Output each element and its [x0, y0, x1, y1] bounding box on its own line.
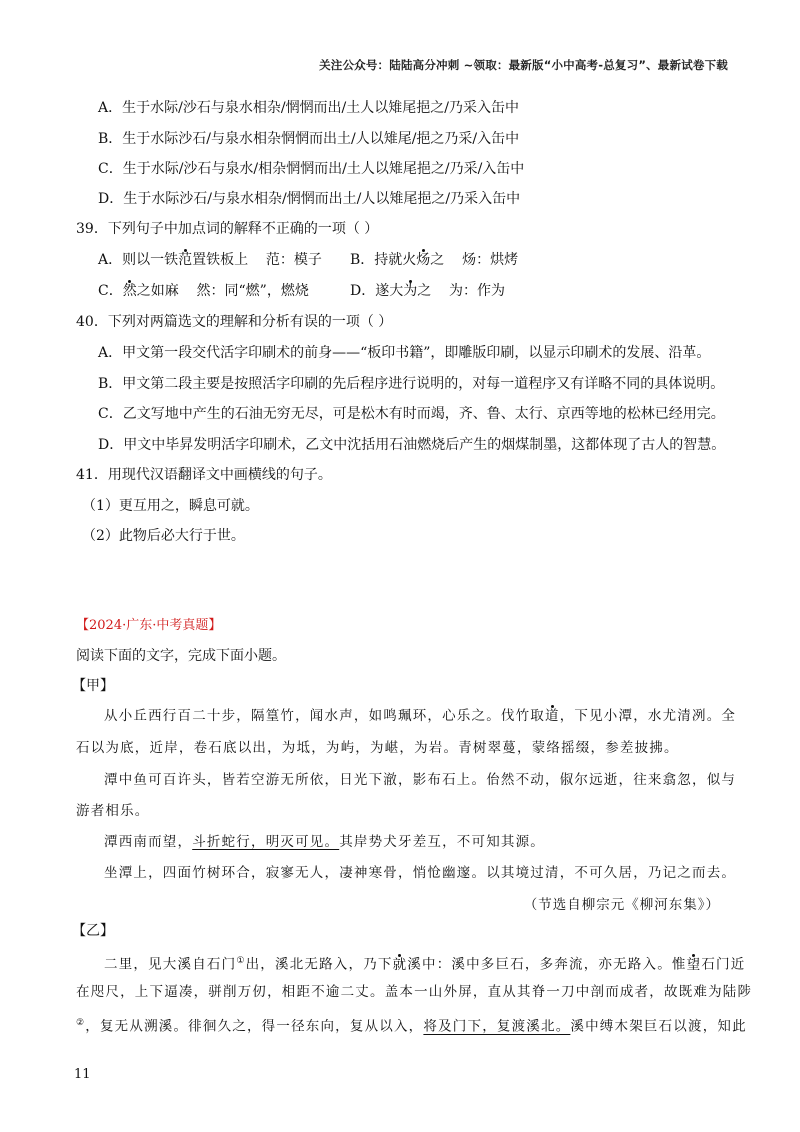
jia-para1-line1: 从小丘西行百二十步，隔篁竹，闻水声，如鸣珮环，心乐之。伐竹取道，下见小潭，水尤清冽。全 — [104, 708, 737, 724]
q38-option-b: B．生于水际沙石/与泉水相杂惘惘而出土/人以雉尾/挹之乃采/入缶中 — [98, 131, 520, 147]
passage-jia-label: 【甲】 — [72, 678, 114, 694]
jia-para3: 潭西南而望，斗折蛇行，明灭可见。其岸势犬牙差互，不可知其源。 — [104, 834, 546, 850]
jia-para2-line2: 游者相乐。 — [76, 803, 150, 819]
yi-para1-line1: 二里，见大溪自石门①出，溪北无路入，乃下就溪中：溪中多巨石，多奔流，亦无路入。惟望石门近 — [104, 956, 746, 973]
q38-option-d: D．生于水际沙石/与泉水相杂/惘惘而出土/人以雉尾挹之/乃采入缶中 — [98, 191, 521, 207]
dotted-char: 范 — [178, 252, 193, 268]
q39-option-c: C．然之如麻 然：同“燃”，燃烧 — [98, 283, 309, 299]
dotted-char: 道 — [545, 708, 560, 724]
footnote-marker: ① — [236, 956, 246, 966]
dotted-char: 就 — [392, 956, 408, 973]
q41-sentence-1: （1）更互用之，瞬息可就。 — [82, 498, 259, 514]
q39-option-d: D．遂大为之 为：作为 — [350, 283, 506, 299]
q38-option-a: A．生于水际/沙石与泉水相杂/惘惘而出/土人以雉尾挹之/乃采入缶中 — [98, 100, 519, 116]
q40-option-b: B．甲文第二段主要是按照活字印刷的先后程序进行说明的，对每一道程序又有详略不同的具体说明。 — [98, 376, 725, 392]
q40-option-a: A．甲文第一段交代活字印刷术的前身——“板印书籍”，即雕版印刷，以显示印刷术的发展、沿革。 — [98, 345, 711, 361]
jia-para2-line1: 潭中鱼可百许头，皆若空游无所依，日光下澈，影布石上。佁然不动，俶尔远逝，往来翕忽，似与 — [104, 772, 737, 788]
dotted-char: 炀 — [416, 252, 431, 268]
q40-option-d: D．甲文中毕昇发明活字印刷术，乙文中沈括用石油燃烧后产生的烟煤制墨，这都体现了古人的智慧。 — [98, 437, 726, 453]
dotted-char: 望 — [686, 956, 702, 973]
yi-para1-line3: ②，复无从溯溪。徘徊久之，得一径东向，复从以入，将及门下，复渡溪北。溪中缚木架巨石以渡，知此 — [76, 1018, 747, 1035]
section-tag: 【2024·广东·中考真题】 — [76, 618, 222, 633]
q38-option-c: C．生于水际/沙石与泉水/相杂惘惘而出/土人以雉尾挹之/乃采/入缶中 — [98, 161, 525, 177]
footnote-marker: ② — [76, 1018, 86, 1028]
page-number: 11 — [74, 1067, 91, 1082]
yi-para1-line2: 在咫尺，上下逼凑，骈削万仞，相距不逾二丈。盖本一山外屏，直从其脊一刀中剖而成者，故既难为陆陟 — [76, 984, 753, 1000]
page-header: 关注公众号：陆陆高分冲刺 ~领取：最新版“小中高考-总复习”、最新试卷下载 — [319, 58, 728, 72]
dotted-char: 然 — [122, 283, 137, 299]
jia-para4: 坐潭上，四面竹树环合，寂寥无人，凄神寒骨，悄怆幽邃。以其境过清，不可久居，乃记之而去。 — [104, 865, 737, 881]
jia-source: （节选自柳宗元《柳河东集》） — [523, 897, 720, 913]
q40-option-c: C．乙文写地中产生的石油无穷无尽，可是松木有时而竭，齐、鲁、太行、京西等地的松林已经用完。 — [98, 406, 725, 422]
underlined-sentence: 斗折蛇行，明灭可见。 — [192, 834, 340, 850]
jia-para1-line2: 石以为底，近岸，卷石底以出，为坻，为屿，为嵁，为岩。青树翠蔓，蒙络摇缀，参差披拂。 — [76, 740, 679, 756]
underlined-sentence: 将及门下，复渡溪北。 — [423, 1018, 571, 1035]
q39-stem: 39．下列句子中加点词的解释不正确的一项（ ） — [76, 221, 379, 237]
q39-option-a: A．则以一铁范置铁板上 范：模子 — [98, 252, 322, 268]
q41-sentence-2: （2）此物后必大行于世。 — [82, 528, 245, 544]
q40-stem: 40．下列对两篇选文的理解和分析有误的一项（ ） — [76, 314, 393, 330]
instruction: 阅读下面的文字，完成下面小题。 — [76, 648, 286, 664]
passage-yi-label: 【乙】 — [72, 923, 114, 939]
q41-stem: 41．用现代汉语翻译文中画横线的句子。 — [76, 467, 332, 483]
dotted-char: 为 — [403, 283, 418, 299]
q39-option-b: B．持就火炀之 炀：烘烤 — [350, 252, 519, 268]
